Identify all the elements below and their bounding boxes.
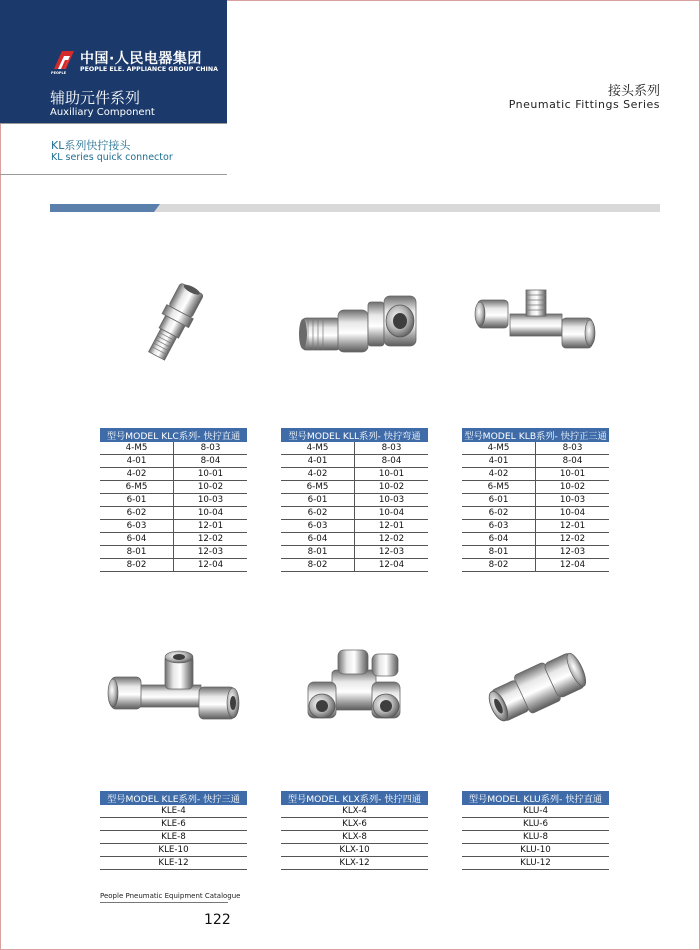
table-row — [462, 520, 609, 533]
table-cell: 4-M5 — [281, 442, 355, 455]
table-cell: KLU-12 — [462, 857, 609, 870]
table-row — [100, 831, 247, 844]
table-cell: 12-01 — [174, 520, 248, 533]
logo-text: PEOPLE — [51, 71, 67, 75]
table-cell: 12-01 — [536, 520, 610, 533]
table-cell: 10-03 — [174, 494, 248, 507]
table-cell: 10-01 — [536, 468, 610, 481]
table-cell: KLX-6 — [281, 818, 428, 831]
table-cell: 8-02 — [462, 559, 536, 572]
table-cell: 6-03 — [281, 520, 355, 533]
table-row — [100, 805, 247, 818]
table-cell: 6-04 — [462, 533, 536, 546]
table-header: 型号MODEL KLU系列- 快拧直通 — [462, 791, 609, 805]
people-logo-icon — [52, 49, 76, 71]
table-cell: 6-02 — [281, 507, 355, 520]
table-cell: 6-02 — [462, 507, 536, 520]
table-row — [281, 857, 428, 870]
table-cell: 12-02 — [536, 533, 610, 546]
table-row — [462, 455, 609, 468]
table-cell: 4-02 — [462, 468, 536, 481]
table-header: 型号MODEL KLL系列- 快拧弯通 — [281, 428, 428, 442]
table-cell: 8-04 — [174, 455, 248, 468]
table-cell: 8-01 — [281, 546, 355, 559]
table-cell: 12-04 — [355, 559, 429, 572]
section-bar — [50, 204, 660, 212]
table-cell: 6-M5 — [100, 481, 174, 494]
table-row — [462, 507, 609, 520]
table-row — [100, 818, 247, 831]
table-cell: 8-01 — [100, 546, 174, 559]
table-row — [100, 455, 247, 468]
table-row — [281, 455, 428, 468]
series-title-cn: 接头系列 — [607, 84, 660, 99]
table-row — [281, 818, 428, 831]
table-row — [100, 857, 247, 870]
kle-fitting-image — [105, 645, 250, 730]
table-row — [100, 468, 247, 481]
table-cell: 6-04 — [100, 533, 174, 546]
table-cell: 8-02 — [100, 559, 174, 572]
klb-fitting-image — [470, 286, 600, 366]
table-cell: 4-02 — [281, 468, 355, 481]
spec-table-klx — [281, 791, 428, 870]
spec-table-klb — [462, 428, 609, 572]
table-cell: 6-01 — [462, 494, 536, 507]
table-cell: KLX-10 — [281, 844, 428, 857]
table-cell: 8-03 — [355, 442, 429, 455]
table-row — [462, 805, 609, 818]
table-row — [281, 831, 428, 844]
table-cell: KLE-12 — [100, 857, 247, 870]
table-cell: 10-03 — [536, 494, 610, 507]
table-row — [281, 546, 428, 559]
table-row — [462, 533, 609, 546]
table-cell: 10-01 — [355, 468, 429, 481]
table-row — [100, 533, 247, 546]
table-cell: 12-04 — [536, 559, 610, 572]
table-row — [462, 831, 609, 844]
table-cell: 6-02 — [100, 507, 174, 520]
klc-fitting-image — [128, 278, 218, 373]
table-cell: KLE-6 — [100, 818, 247, 831]
table-row — [281, 533, 428, 546]
table-cell: 10-04 — [174, 507, 248, 520]
table-cell: 8-04 — [536, 455, 610, 468]
footer-catalogue-title: People Pneumatic Equipment Catalogue — [100, 892, 241, 900]
table-cell: KLE-4 — [100, 805, 247, 818]
subseries-title-en: KL series quick connector — [51, 152, 173, 163]
table-row — [462, 559, 609, 572]
table-cell: KLU-8 — [462, 831, 609, 844]
table-cell: 12-03 — [174, 546, 248, 559]
table-cell: KLE-10 — [100, 844, 247, 857]
table-cell: 6-01 — [100, 494, 174, 507]
klx-fitting-image — [302, 648, 407, 733]
table-row — [281, 494, 428, 507]
footer-divider — [100, 902, 228, 903]
subseries-title-cn: KL系列快拧接头 — [51, 139, 131, 152]
spec-table-kle — [100, 791, 247, 870]
table-cell: 10-02 — [536, 481, 610, 494]
table-row — [462, 546, 609, 559]
table-row — [100, 546, 247, 559]
table-cell: 10-02 — [174, 481, 248, 494]
table-row — [281, 507, 428, 520]
klu-fitting-image — [482, 645, 592, 730]
kll-fitting-image — [292, 288, 432, 363]
table-cell: KLU-10 — [462, 844, 609, 857]
table-cell: 4-01 — [100, 455, 174, 468]
brand-name-en: PEOPLE ELE. APPLIANCE GROUP CHINA — [80, 66, 218, 73]
table-cell: 10-01 — [174, 468, 248, 481]
table-header: 型号MODEL KLB系列- 快拧正三通 — [462, 428, 609, 442]
table-cell: KLU-6 — [462, 818, 609, 831]
table-cell: KLX-4 — [281, 805, 428, 818]
series-title-en: Pneumatic Fittings Series — [508, 98, 660, 111]
table-row — [462, 818, 609, 831]
table-row — [462, 494, 609, 507]
table-row — [281, 520, 428, 533]
table-row — [281, 805, 428, 818]
table-row — [100, 494, 247, 507]
table-cell: 4-M5 — [100, 442, 174, 455]
table-row — [281, 468, 428, 481]
table-cell: 4-01 — [281, 455, 355, 468]
table-cell: KLE-8 — [100, 831, 247, 844]
page-number: 122 — [204, 912, 231, 928]
table-cell: 6-01 — [281, 494, 355, 507]
table-cell: KLU-4 — [462, 805, 609, 818]
table-cell: 8-03 — [174, 442, 248, 455]
table-row — [462, 442, 609, 455]
table-row — [462, 844, 609, 857]
table-cell: 10-04 — [536, 507, 610, 520]
table-row — [281, 559, 428, 572]
table-cell: 6-03 — [462, 520, 536, 533]
spec-table-kll — [281, 428, 428, 572]
header-block — [0, 0, 227, 123]
table-row — [100, 520, 247, 533]
table-cell: 4-02 — [100, 468, 174, 481]
table-header: 型号MODEL KLC系列- 快拧直通 — [100, 428, 247, 442]
table-cell: 8-04 — [355, 455, 429, 468]
table-cell: 12-03 — [355, 546, 429, 559]
header-divider — [0, 123, 227, 124]
table-cell: 8-02 — [281, 559, 355, 572]
table-cell: 10-02 — [355, 481, 429, 494]
table-cell: 10-04 — [355, 507, 429, 520]
table-row — [281, 442, 428, 455]
table-cell: 12-01 — [355, 520, 429, 533]
table-cell: 6-03 — [100, 520, 174, 533]
table-row — [281, 844, 428, 857]
table-cell: KLX-12 — [281, 857, 428, 870]
table-row — [100, 844, 247, 857]
table-cell: 4-01 — [462, 455, 536, 468]
table-row — [462, 481, 609, 494]
table-cell: 6-M5 — [462, 481, 536, 494]
table-cell: 4-M5 — [462, 442, 536, 455]
table-cell: 12-02 — [174, 533, 248, 546]
brand-name-cn: 中国·人民电器集团 — [80, 51, 202, 67]
table-cell: 12-02 — [355, 533, 429, 546]
table-cell: 6-M5 — [281, 481, 355, 494]
table-cell: KLX-8 — [281, 831, 428, 844]
subseries-divider — [0, 174, 227, 175]
table-cell: 12-04 — [174, 559, 248, 572]
table-cell: 8-03 — [536, 442, 610, 455]
table-row — [100, 559, 247, 572]
table-row — [281, 481, 428, 494]
spec-table-klu — [462, 791, 609, 870]
category-title-cn: 辅助元件系列 — [50, 89, 141, 107]
table-row — [100, 481, 247, 494]
category-title-en: Auxiliary Component — [50, 107, 155, 118]
table-row — [100, 507, 247, 520]
table-header: 型号MODEL KLX系列- 快拧四通 — [281, 791, 428, 805]
spec-table-klc — [100, 428, 247, 572]
table-header: 型号MODEL KLE系列- 快拧三通 — [100, 791, 247, 805]
table-row — [462, 857, 609, 870]
table-cell: 10-03 — [355, 494, 429, 507]
table-row — [100, 442, 247, 455]
table-cell: 12-03 — [536, 546, 610, 559]
table-cell: 8-01 — [462, 546, 536, 559]
table-row — [462, 468, 609, 481]
table-cell: 6-04 — [281, 533, 355, 546]
